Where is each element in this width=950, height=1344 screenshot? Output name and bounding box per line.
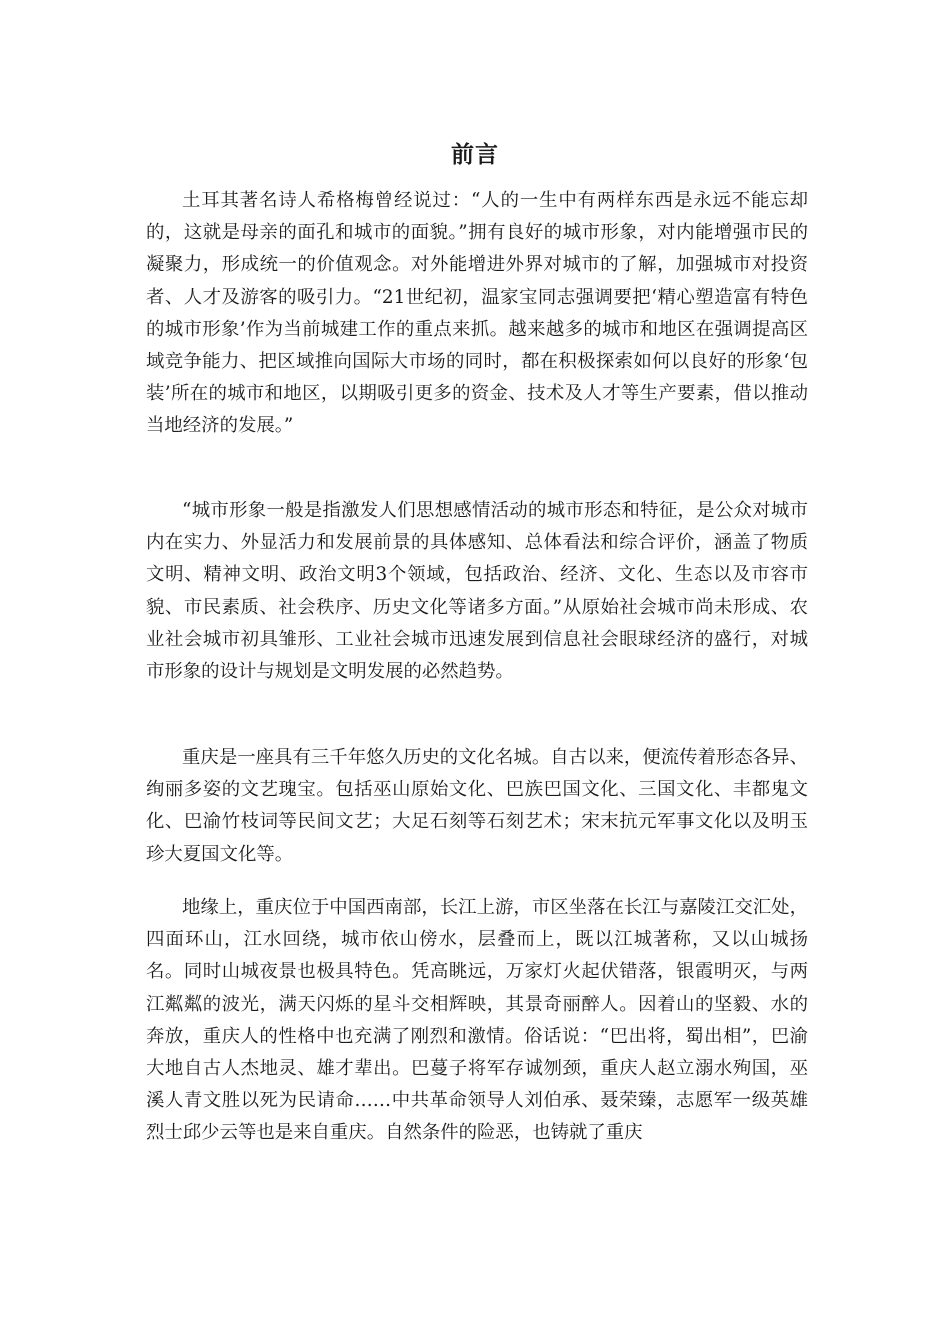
paragraph-3: 重庆是一座具有三千年悠久历史的文化名城。自古以来，便流传着形态各异、绚丽多姿的文艺瑰宝。包括巫山原始文化、巴族巴国文化、三国文化、丰都鬼文化、巴渝竹枝词等民间文艺；大足石刻等石刻艺术；宋末抗元军事文化以及明玉珍大夏国文化等。 <box>146 747 808 865</box>
paragraph-1: 土耳其著名诗人希格梅曾经说过：“人的一生中有两样东西是永远不能忘却的，这就是母亲的面孔和城市的面貌。”拥有良好的城市形象，对内能增强市民的凝聚力，形成统一的价值观念。对外能增进外界对城市的了解，加强城市对投资者、人才及游客的吸引力。“21世纪初，温家宝同志强调要把‘精心塑造富有特色的城市形象’作为当前城建工作的重点来抓。越来越多的城市和地区在强调提高区域竞争能力、把区域推向国际大市场的同时，都在积极探索如何以良好的形象‘包装’所在的城市和地区，以期吸引更多的资金、技术及人才等生产要素，借以推动当地经济的发展。” <box>146 190 808 437</box>
page-title: 前言 <box>451 141 499 168</box>
paragraph-4: 地缘上，重庆位于中国西南部，长江上游，市区坐落在长江与嘉陵江交汇处，四面环山，江水回绕，城市依山傍水，层叠而上，既以江城著称，又以山城扬名。同时山城夜景也极具特色。凭高眺远，万家灯火起伏错落，银霞明灭，与两江粼粼的波光，满天闪烁的星斗交相辉映，其景奇丽醉人。因着山的坚毅、水的奔放，重庆人的性格中也充满了刚烈和激情。俗话说：“巴出将，蜀出相”，巴渝大地自古人杰地灵、雄才辈出。巴蔓子将军存诚刎颈，重庆人赵立溺水殉国，巫溪人青文胜以死为民请命……中共革命领导人刘伯承、聂荣臻，志愿军一级英雄烈士邱少云等也是来自重庆。自然条件的险恶，也铸就了重庆 <box>146 897 808 1144</box>
paragraph-2: “城市形象一般是指激发人们思想感情活动的城市形态和特征，是公众对城市内在实力、外显活力和发展前景的具体感知、总体看法和综合评价，涵盖了物质文明、精神文明、政治文明3个领域，包括政治、经济、文化、生态以及市容市貌、市民素质、社会秩序、历史文化等诸多方面。”从原始社会城市尚未形成、农业社会城市初具雏形、工业社会城市迅速发展到信息社会眼球经济的盛行，对城市形象的设计与规划是文明发展的必然趋势。 <box>146 500 808 683</box>
